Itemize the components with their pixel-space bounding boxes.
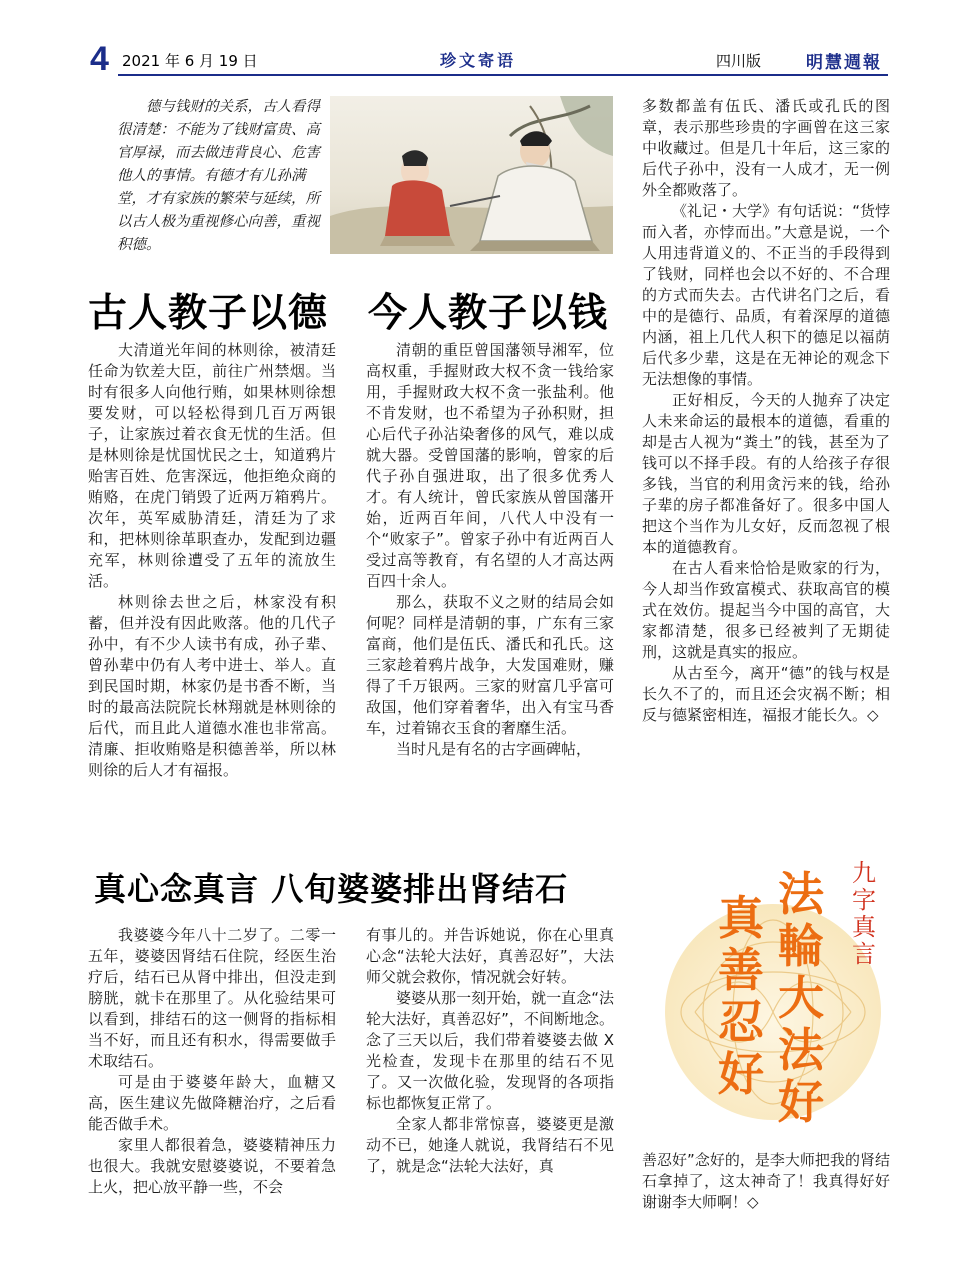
paragraph: 大清道光年间的林则徐，被清廷任命为钦差大臣，前往广州禁烟。当时有很多人向他行贿，如果林则徐想要发财，可以轻松得到几百万两银子，让家族过着衣食无忧的生活。但是林则徐是忧国忧民之士，知道鸦片贻害百姓、危害深远，他拒绝众商的贿赂，在虎门销毁了近两万箱鸦片。次年，英军威胁清廷，清廷为了求和，把林则徐革职查办，发配到边疆充军，林则徐遭受了五年的流放生活。 bbox=[88, 341, 336, 590]
article2-column-2 bbox=[366, 925, 614, 1177]
paragraph: 《礼记・大学》有句话说：“货悖而入者，亦悖而出。”大意是说，一个人用违背道义的、不正当的手段得到了钱财，同样也会以不好的、不合理的方式而失去。古代讲名门之后，看中的是德行、品质，有着深厚的道德内涵，祖上几代人积下的德足以福荫后代多少辈，这是在无神论的观念下无法想像的事情。 bbox=[642, 202, 890, 388]
seal-line-1: 法輪大法好 bbox=[778, 867, 824, 1129]
paragraph: 从古至今，离开“德”的钱与权是长久不了的，而且还会灾祸不断；相反与德紧密相连，福报才能长久。◇ bbox=[642, 664, 890, 724]
paragraph: 在古人看来恰恰是败家的行为，今人却当作致富模式、获取高官的模式在效仿。提起当今中国的高官，大家都清楚，很多已经被判了无期徒刑，这就是真实的报应。 bbox=[642, 559, 890, 661]
article2-column-1 bbox=[88, 925, 336, 1198]
paragraph: 可是由于婆婆年龄大，血糖又高，医生建议先做降糖治疗，之后看能否做手术。 bbox=[88, 1073, 336, 1133]
article1-column-1 bbox=[88, 340, 336, 781]
newspaper-logo: 明慧週報 bbox=[806, 53, 882, 73]
paragraph: 我婆婆今年八十二岁了。二零一五年，婆婆因肾结石住院，经医生治疗后，结石已从肾中排出，但没走到膀胱，就卡在那里了。从化验结果可以看到，排结石的这一侧肾的指标相当不好，而且还有积水，得需要做手术取结石。 bbox=[88, 926, 336, 1070]
column-title: 珍文寄语 bbox=[440, 51, 517, 70]
article2-column-3 bbox=[642, 1150, 890, 1213]
paragraph: 正好相反，今天的人抛弃了决定人未来命运的最根本的道德，看重的却是古人视为“粪土”的钱，甚至为了钱可以不择手段。有的人给孩子存很多钱，当官的利用贪污来的钱，给孙子辈的房子都准备好了。很多中国人把这个当作为儿女好，反而忽视了根本的道德教育。 bbox=[642, 391, 890, 556]
paragraph: 那么，获取不义之财的结局会如何呢？同样是清朝的事，广东有三家富商，他们是伍氏、潘氏和孔氏。这三家趁着鸦片战争，大发国难财，赚得了千万银两。三家的财富几乎富可敌国，他们穿着奢华，出入有宝马香车，过着锦衣玉食的奢靡生活。 bbox=[366, 593, 614, 737]
intro-text bbox=[117, 96, 322, 257]
paragraph: 全家人都非常惊喜，婆婆更是激动不已，她逢人就说，我肾结石不见了，就是念“法轮大法好，真 bbox=[366, 1115, 614, 1175]
article1-column-2 bbox=[366, 340, 614, 760]
seal-caption: 九字真言 bbox=[852, 859, 876, 968]
issue-date: 2021 年 6 月 19 日 bbox=[122, 52, 258, 70]
article2-title: 真心念真言 八旬婆婆排出肾结石 bbox=[94, 870, 569, 908]
article1-column-3 bbox=[642, 96, 890, 726]
paragraph: 林则徐去世之后，林家没有积蓄，但并没有因此败落。他的几代子孙中，有不少人读书有成，孙子辈、曾孙辈中仍有人考中进士、举人。直到民国时期，林家仍是书香不断，当时的最高法院院长林翔就是林则徐的后代，而且此人道德水准也非常高。清廉、拒收贿赂是积德善举，所以林则徐的后人才有福报。 bbox=[88, 593, 336, 779]
article1-title: 古人教子以德 今人教子以钱 bbox=[88, 291, 609, 336]
painting-svg bbox=[330, 96, 613, 254]
nine-character-mantra-seal bbox=[665, 859, 887, 1140]
intro-paragraph: 德与钱财的关系，古人看得很清楚：不能为了钱财富贵、高官厚禄，而去做违背良心、危害他人的事情。有德才有儿孙满堂，才有家族的繁荣与延续，所以古人极为重视修心向善，重视积德。 bbox=[117, 99, 320, 253]
paragraph: 多数都盖有伍氏、潘氏或孔氏的图章，表示那些珍贵的字画曾在这三家中收藏过。但是几十年后，这三家的后代子孙中，没有一人成才，无一例外全都败落了。 bbox=[642, 97, 890, 199]
seal-line-2: 真善忍好 bbox=[718, 891, 764, 1101]
header-rule bbox=[118, 74, 888, 76]
paragraph: 家里人都很着急，婆婆精神压力也很大。我就安慰婆婆说，不要着急上火，把心放平静一些，不会 bbox=[88, 1136, 336, 1196]
page-number: 4 bbox=[90, 40, 109, 78]
paragraph: 有事儿的。并告诉她说，你在心里真心念“法轮大法好，真善忍好”，大法师父就会救你，情况就会好转。 bbox=[366, 926, 614, 986]
paragraph: 清朝的重臣曾国藩领导湘军，位高权重，手握财政大权不贪一钱给家用，手握财政大权不贪一张盐利。他不肯发财，也不希望为子孙积财，担心后代子孙沾染奢侈的风气，难以成就大器。受曾国藩的影响，曾家的后代子孙自强进取，出了很多优秀人才。有人统计，曾氏家族从曾国藩开始，近两百年间，八代人中没有一个“败家子”。曾家子孙中有近两百人受过高等教育，有名望的人才高达两百四十余人。 bbox=[366, 341, 614, 590]
edition-label: 四川版 bbox=[716, 52, 762, 70]
paragraph: 婆婆从那一刻开始，就一直念“法轮大法好，真善忍好”，不间断地念。念了三天以后，我们带着婆婆去做 X 光检查，发现卡在那里的结石不见了。又一次做化验，发现肾的各项指标也都恢复正常了。 bbox=[366, 989, 614, 1112]
paragraph: 善忍好”念好的，是李大师把我的肾结石拿掉了，这太神奇了！我真得好好谢谢李大师啊！◇ bbox=[642, 1151, 890, 1211]
paragraph: 当时凡是有名的古字画碑帖， bbox=[396, 740, 592, 758]
painting-illustration bbox=[330, 96, 613, 254]
